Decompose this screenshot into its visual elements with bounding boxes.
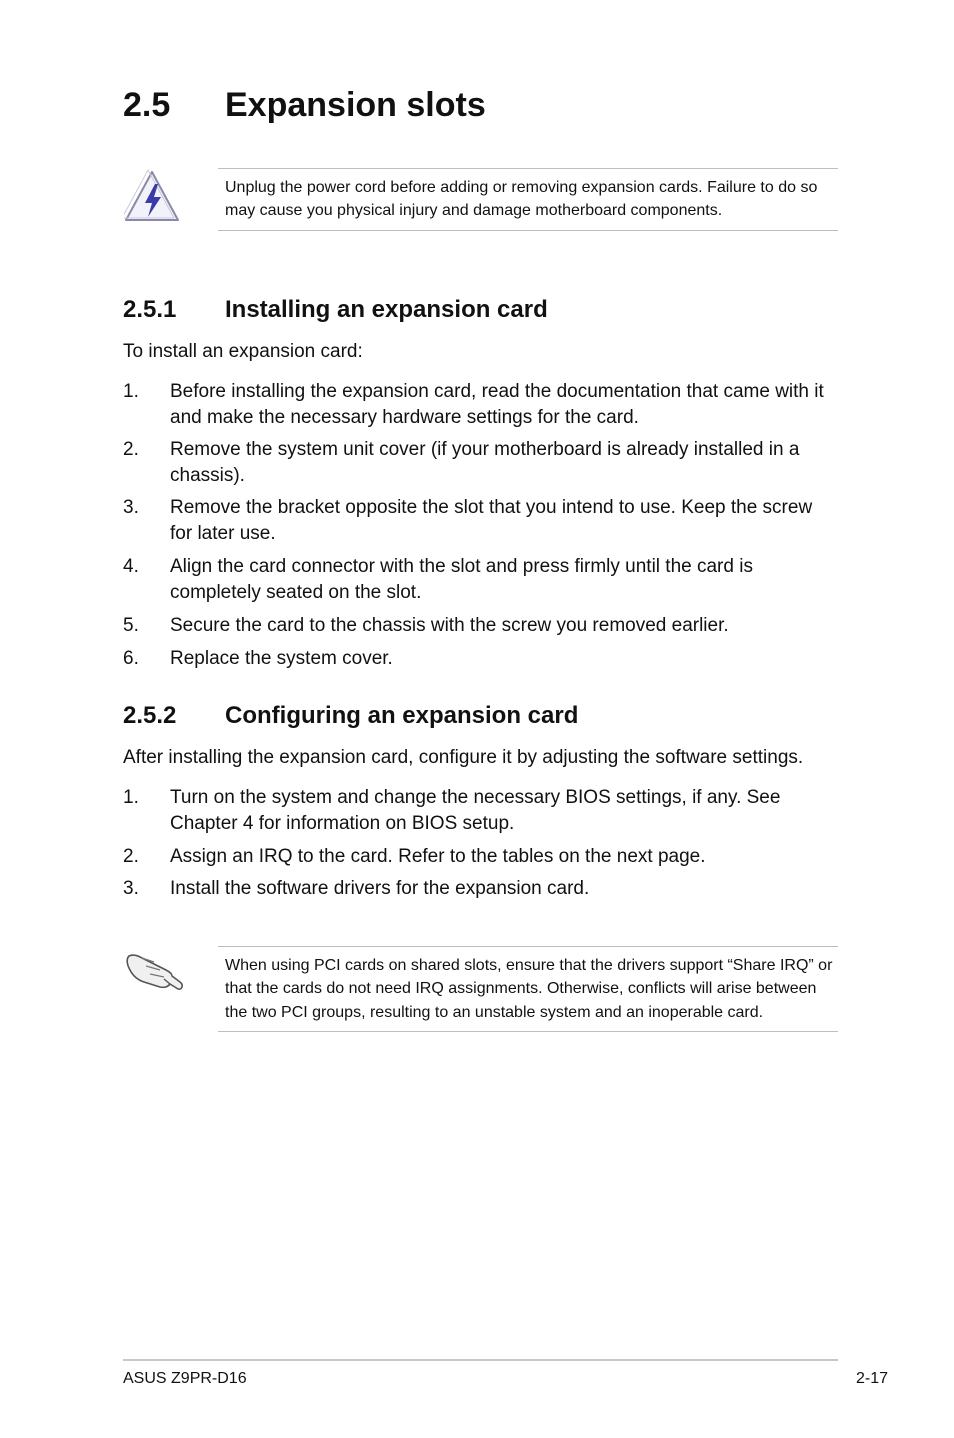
list-item: [123, 554, 838, 606]
section-title: Expansion slots: [225, 86, 486, 124]
section-number: 2.5: [123, 86, 171, 124]
list-item: [123, 437, 838, 489]
intro-paragraph: After installing the expansion card, configure it by adjusting the software settings.: [123, 747, 804, 768]
step-text: Turn on the system and change the necessary BIOS settings, if any. See Chapter 4 for information on BIOS setup.: [170, 787, 781, 834]
list-item: [123, 613, 838, 639]
subsection-heading: [123, 296, 548, 324]
list-item: [123, 785, 838, 837]
step-number: 4.: [123, 556, 139, 577]
warning-note: [218, 168, 838, 231]
subsection-number: 2.5.1: [123, 296, 177, 323]
footer-page-number: 2-17: [855, 1370, 888, 1387]
step-text: Before installing the expansion card, read the documentation that came with it and make the necessary hardware settings for the card.: [170, 381, 824, 428]
pointing-hand-icon: [124, 946, 186, 994]
subsection-number: 2.5.2: [123, 702, 177, 729]
footer-product-name: ASUS Z9PR-D16: [123, 1370, 247, 1387]
step-text: Remove the bracket opposite the slot that you intend to use. Keep the screw for later use.: [170, 497, 813, 544]
list-item: [123, 844, 838, 870]
intro-paragraph: To install an expansion card:: [123, 341, 363, 362]
subsection-title: Installing an expansion card: [225, 296, 548, 323]
subsection-heading: [123, 702, 578, 730]
list-item: [123, 379, 838, 431]
install-steps-list: [123, 379, 838, 672]
warning-note-text: Unplug the power cord before adding or removing expansion cards. Failure to do so may cause you physical injury and damage motherboard components.: [225, 179, 818, 220]
step-number: 2.: [123, 439, 139, 460]
step-number: 6.: [123, 648, 139, 669]
step-number: 2.: [123, 846, 139, 867]
step-number: 3.: [123, 878, 139, 899]
list-item: [123, 495, 838, 547]
step-text: Remove the system unit cover (if your motherboard is already installed in a chassis).: [170, 439, 800, 486]
section-heading: [123, 86, 486, 125]
footer-divider: [123, 1359, 838, 1361]
step-text: Assign an IRQ to the card. Refer to the tables on the next page.: [170, 846, 706, 867]
step-number: 1.: [123, 787, 139, 808]
step-number: 3.: [123, 497, 139, 518]
step-text: Replace the system cover.: [170, 648, 393, 669]
list-item: [123, 876, 838, 902]
step-text: Install the software drivers for the expansion card.: [170, 878, 590, 899]
configure-steps-list: [123, 785, 838, 902]
step-number: 1.: [123, 381, 139, 402]
info-note-text: When using PCI cards on shared slots, ensure that the drivers support “Share IRQ” or that the cards do not need IRQ assignments. Otherwise, conflicts will arise between the two PCI groups, resulting to an unstable system and an inoperable card.: [225, 957, 833, 1021]
step-number: 5.: [123, 615, 139, 636]
info-note: [218, 946, 838, 1032]
warning-icon: [124, 168, 180, 224]
step-text: Align the card connector with the slot and press firmly until the card is completely seated on the slot.: [170, 556, 753, 603]
subsection-title: Configuring an expansion card: [225, 702, 579, 729]
list-item: [123, 646, 838, 672]
step-text: Secure the card to the chassis with the screw you removed earlier.: [170, 615, 729, 636]
